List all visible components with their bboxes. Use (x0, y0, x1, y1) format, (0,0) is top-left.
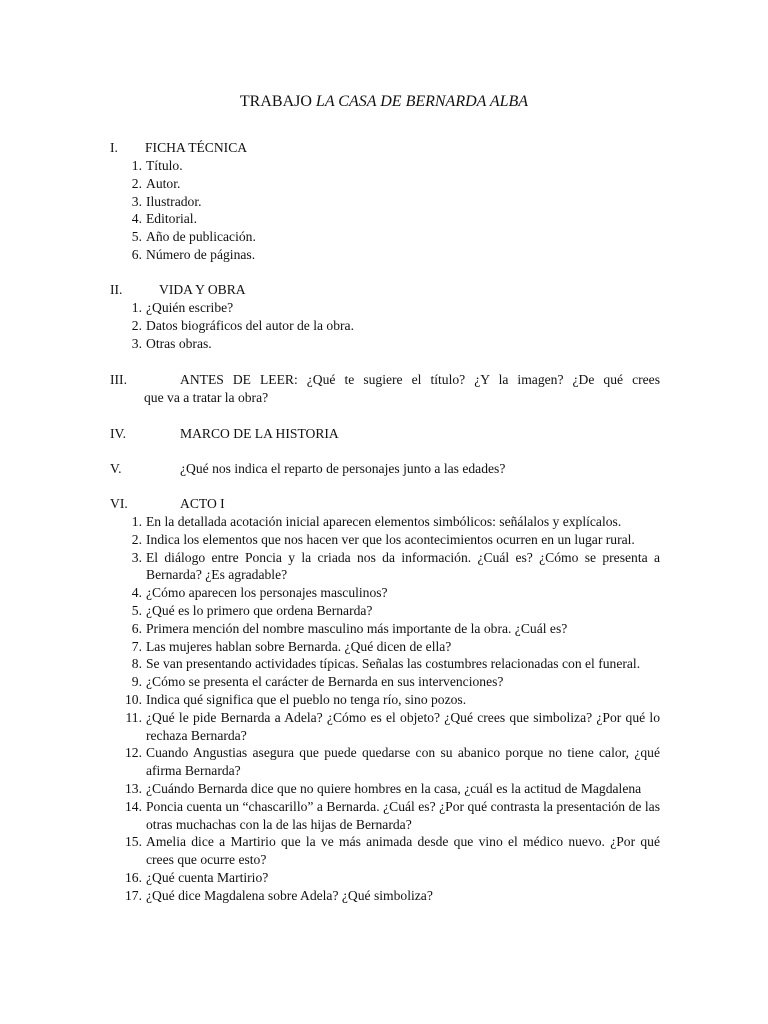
item-text: Datos biográficos del autor de la obra. (146, 317, 354, 333)
item-text: El diálogo entre Poncia y la criada nos da información. ¿Cuál es? ¿Cómo se presenta a Bernarda? ¿Es agradable? (146, 549, 660, 583)
item-text: Ilustrador. (146, 193, 202, 209)
item-number: 5. (131, 229, 142, 245)
item-list (110, 513, 660, 905)
item-text: Año de publicación. (146, 229, 256, 245)
section-iv (110, 425, 660, 443)
item-number: 4. (131, 585, 142, 601)
section-number: IV. (110, 426, 126, 441)
list-item (110, 210, 660, 228)
item-text: Poncia cuenta un “chascarillo” a Bernarda. ¿Cuál es? ¿Por qué contrasta la presentación de las otras muchachas con la de las hijas de Bernarda? (146, 798, 660, 832)
item-text: ¿Qué le pide Bernarda a Adela? ¿Cómo es el objeto? ¿Qué crees que simboliza? ¿Por qué lo rechaza Bernarda? (146, 709, 660, 743)
section-number: I. (110, 140, 118, 155)
item-text: Número de páginas. (146, 246, 256, 262)
item-text: ¿Qué cuenta Martirio? (146, 869, 269, 885)
section-number: III. (110, 372, 127, 387)
list-item (110, 744, 660, 780)
section-heading (110, 371, 660, 389)
list-item (110, 317, 660, 335)
item-number: 11. (125, 709, 142, 725)
section-heading (110, 495, 660, 513)
item-text: Editorial. (146, 211, 197, 227)
section-heading (110, 139, 660, 157)
document-title (0, 93, 768, 111)
item-text: ¿Quién escribe? (146, 300, 234, 315)
item-number: 4. (131, 211, 142, 227)
list-item (110, 246, 660, 264)
section-heading (110, 425, 660, 443)
item-number: 1. (131, 300, 142, 315)
item-number: 9. (131, 674, 142, 690)
list-item (110, 887, 660, 905)
list-item (110, 833, 660, 869)
item-text: Título. (146, 158, 183, 173)
item-number: 1. (131, 158, 142, 173)
item-number: 3. (131, 193, 142, 209)
list-item (110, 513, 660, 531)
list-item (110, 584, 660, 602)
item-number: 6. (131, 620, 142, 636)
item-text: Primera mención del nombre masculino más importante de la obra. ¿Cuál es? (146, 620, 568, 636)
section-number: V. (110, 461, 122, 476)
item-text: Otras obras. (146, 335, 212, 351)
item-text: Cuando Angustias asegura que puede quedarse con su abanico porque no tiene calor, ¿qué afirma Bernarda? (146, 745, 660, 779)
section-ii (110, 281, 660, 352)
item-number: 16. (125, 869, 142, 885)
item-text: Las mujeres hablan sobre Bernarda. ¿Qué dicen de ella? (146, 638, 452, 654)
item-number: 7. (131, 638, 142, 654)
title-italic: LA CASA DE BERNARDA ALBA (315, 93, 529, 110)
list-item (110, 620, 660, 638)
section-number: II. (110, 282, 123, 297)
section-iii (110, 371, 660, 407)
section-i (110, 139, 660, 264)
item-number: 13. (125, 780, 142, 796)
item-text: ¿Cuándo Bernarda dice que no quiere hombres en la casa, ¿cuál es la actitud de Magdalena (146, 780, 642, 796)
section-title: FICHA TÉCNICA (145, 140, 248, 155)
item-text: Amelia dice a Martirio que la ve más animada desde que vino el médico nuevo. ¿Por qué crees que ocurre esto? (146, 834, 660, 868)
item-number: 6. (131, 246, 142, 262)
section-vi (110, 495, 660, 905)
item-number: 1. (131, 514, 142, 529)
item-number: 2. (131, 317, 142, 333)
list-item (110, 638, 660, 656)
list-item (110, 602, 660, 620)
list-item (110, 780, 660, 798)
item-number: 3. (131, 549, 142, 565)
item-list (110, 299, 660, 352)
section-title: MARCO DE LA HISTORIA (180, 426, 339, 441)
section-title: ¿Qué nos indica el reparto de personajes junto a las edades? (180, 461, 506, 476)
section-title: VIDA Y OBRA (159, 282, 246, 297)
item-number: 17. (125, 887, 142, 903)
list-item (110, 709, 660, 745)
item-number: 12. (125, 745, 142, 761)
section-heading (110, 281, 660, 299)
item-number: 3. (131, 335, 142, 351)
item-number: 8. (131, 656, 142, 672)
section-text-line-1: ANTES DE LEER: ¿Qué te sugiere el título? ¿Y la imagen? ¿De qué crees (180, 372, 660, 387)
item-text: Indica los elementos que nos hacen ver que los acontecimientos ocurren en un lugar rural. (146, 531, 635, 547)
item-number: 5. (131, 602, 142, 618)
item-number: 14. (125, 798, 142, 814)
item-text: Se van presentando actividades típicas. Señalas las costumbres relacionadas con el funeral. (146, 656, 641, 672)
item-text: ¿Qué dice Magdalena sobre Adela? ¿Qué simboliza? (146, 887, 433, 903)
item-text: ¿Cómo aparecen los personajes masculinos? (146, 585, 388, 601)
item-text: ¿Cómo se presenta el carácter de Bernarda en sus intervenciones? (146, 674, 504, 690)
item-text: Indica qué significa que el pueblo no tenga río, sino pozos. (146, 691, 467, 707)
item-text: ¿Qué es lo primero que ordena Bernarda? (146, 602, 373, 618)
list-item (110, 655, 660, 673)
list-item (110, 157, 660, 175)
section-text-line-2: que va a tratar la obra? (144, 390, 269, 405)
list-item (110, 335, 660, 353)
list-item (110, 193, 660, 211)
item-number: 2. (131, 175, 142, 191)
list-item (110, 531, 660, 549)
list-item (110, 549, 660, 585)
section-number: VI. (110, 496, 128, 511)
list-item (110, 869, 660, 887)
list-item (110, 299, 660, 317)
section-v (110, 460, 660, 478)
item-number: 2. (131, 531, 142, 547)
list-item (110, 691, 660, 709)
list-item (110, 798, 660, 834)
section-heading (110, 460, 660, 478)
item-list (110, 157, 660, 264)
item-number: 15. (125, 834, 142, 850)
list-item (110, 228, 660, 246)
list-item (110, 673, 660, 691)
item-number: 10. (125, 691, 142, 707)
item-text: En la detallada acotación inicial aparecen elementos simbólicos: señálalos y explícalos. (146, 514, 622, 529)
section-title: ACTO I (180, 496, 225, 511)
title-prefix: TRABAJO (239, 93, 312, 110)
item-text: Autor. (146, 175, 181, 191)
list-item (110, 175, 660, 193)
